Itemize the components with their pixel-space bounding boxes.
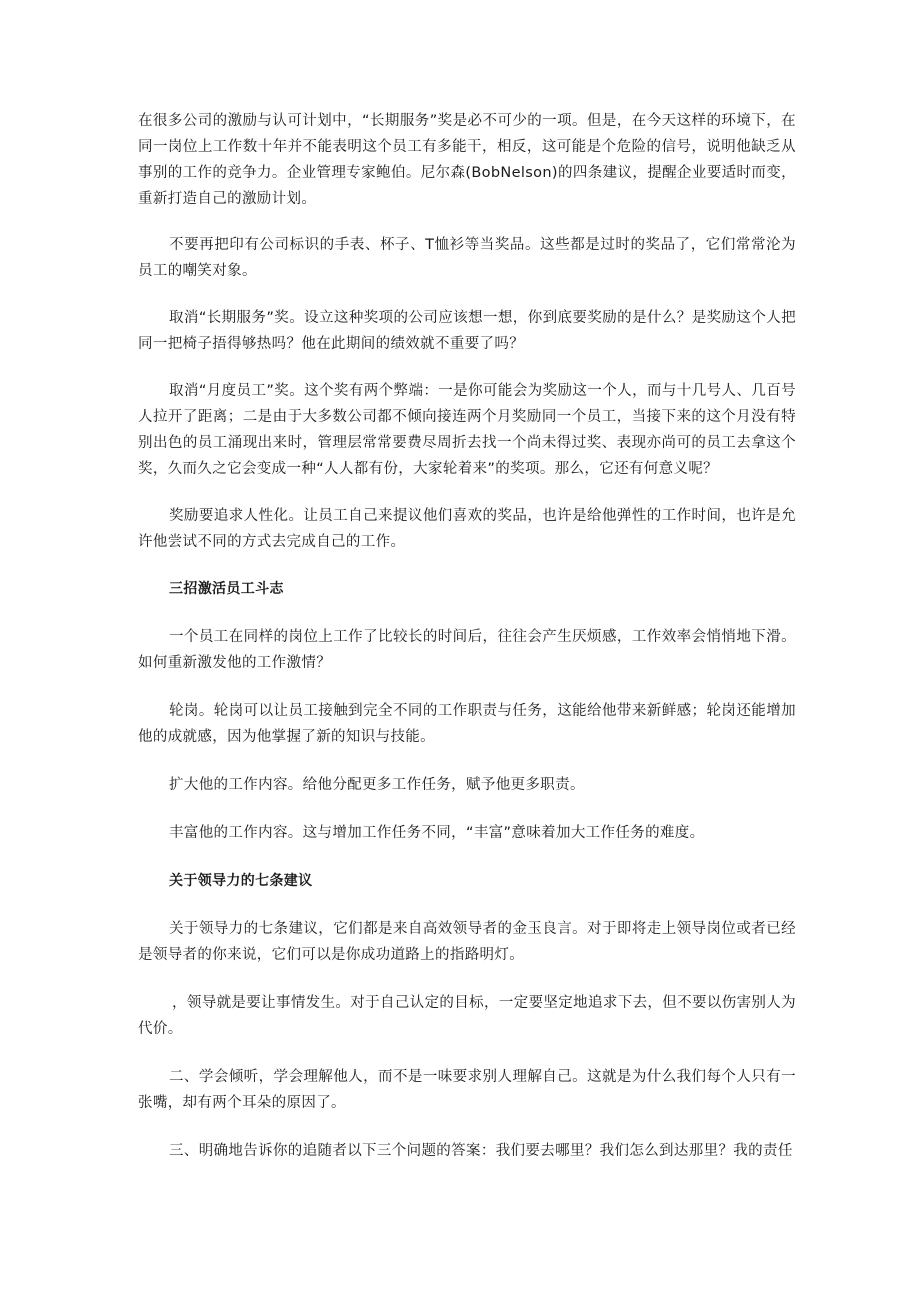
section-heading-leadership: 关于领导力的七条建议	[169, 873, 313, 889]
paragraph-cancel-employee-of-month: 取消“月度员工”奖。这个奖有两个弊端：一是你可能会为奖励这一个人，而与十几号人、几百号人拉开了距离；二是由于大多数公司都不倾向接连两个月奖励同一个员工，当接下来的这个月没有特别出色的员工涌现出来时，管理层常常要费尽周折去找一个尚未得过奖、表现亦尚可的员工去拿这个奖，久而久之它会变成一种“人人都有份，大家轮着来”的奖项。那么，它还有何意义呢？	[138, 383, 796, 477]
paragraph-expand-job: 扩大他的工作内容。给他分配更多工作任务，赋予他更多职责。	[169, 777, 585, 793]
paragraph-leadership-one: ，领导就是要让事情发生。对于自己认定的目标，一定要坚定地追求下去，但不要以伤害别人为代价。	[138, 995, 796, 1037]
paragraph-leadership-three: 三、明确地告诉你的追随者以下三个问题的答案：我们要去哪里？我们怎么到达那里？我的责任	[169, 1143, 793, 1159]
paragraph-leadership-two: 二、学会倾听，学会理解他人，而不是一味要求别人理解自己。这就是为什么我们每个人只有一张嘴，却有两个耳朵的原因了。	[138, 1069, 796, 1111]
document-page	[138, 108, 796, 1186]
paragraph-leadership-intro: 关于领导力的七条建议，它们都是来自高效领导者的金玉良言。对于即将走上领导岗位或者已经是领导者的你来说，它们可以是你成功道路上的指路明灯。	[138, 921, 796, 963]
paragraph-humanized-rewards: 奖励要追求人性化。让员工自己来提议他们喜欢的奖品，也许是给他弹性的工作时间，也许是允许他尝试不同的方式去完成自己的工作。	[138, 508, 796, 550]
paragraph-cancel-long-service: 取消“长期服务”奖。设立这种奖项的公司应该想一想，你到底要奖励的是什么？是奖励这个人把同一把椅子捂得够热吗？他在此期间的绩效就不重要了吗？	[138, 310, 796, 352]
paragraph-boredom: 一个员工在同样的岗位上工作了比较长的时间后，往往会产生厌烦感，工作效率会悄悄地下滑。如何重新激发他的工作激情？	[138, 629, 796, 671]
paragraph-long-service-intro: 在很多公司的激励与认可计划中，“长期服务”奖是必不可少的一项。但是，在今天这样的环境下，在同一岗位上工作数十年并不能表明这个员工有多能干，相反，这可能是个危险的信号，说明他缺乏从事别的工作的竞争力。企业管理专家鲍伯。尼尔森(BobNelson)的四条建议，提醒企业要适时而变，重新打造自己的激励计划。	[138, 113, 796, 207]
paragraph-job-rotation: 轮岗。轮岗可以让员工接触到完全不同的工作职责与任务，这能给他带来新鲜感；轮岗还能增加他的成就感，因为他掌握了新的知识与技能。	[138, 703, 796, 745]
paragraph-enrich-job: 丰富他的工作内容。这与增加工作任务不同，“丰富”意味着加大工作任务的难度。	[169, 825, 705, 841]
paragraph-outdated-prizes: 不要再把印有公司标识的手表、杯子、T恤衫等当奖品。这些都是过时的奖品了，它们常常沦为员工的嘲笑对象。	[138, 237, 796, 279]
section-heading-motivation: 三招激活员工斗志	[169, 581, 284, 597]
